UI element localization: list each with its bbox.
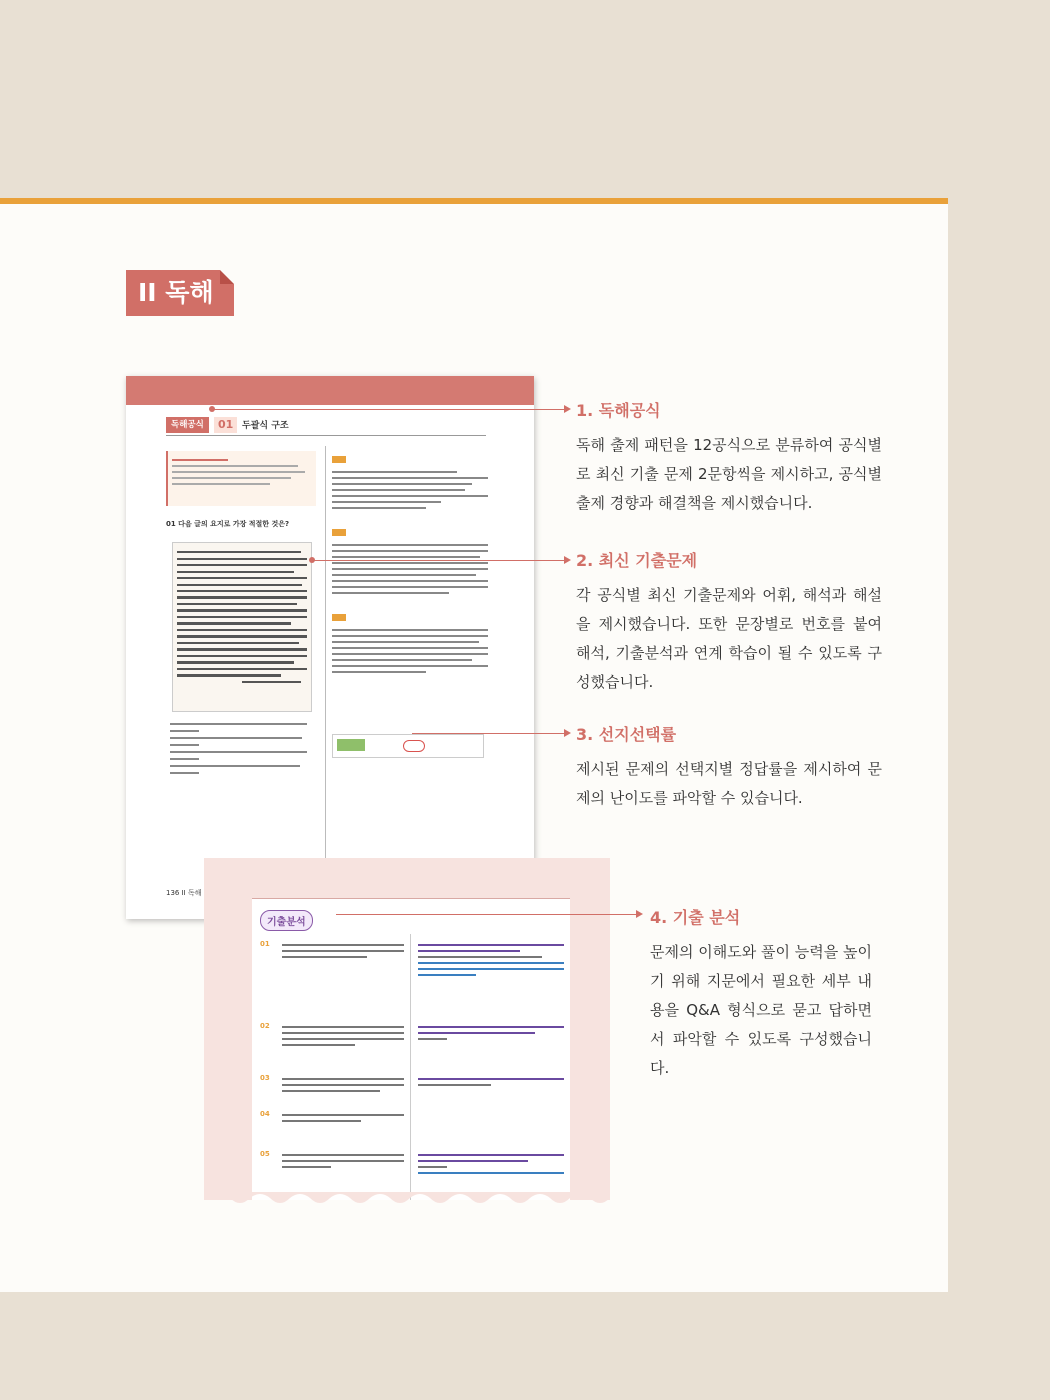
page-header-band xyxy=(126,376,534,405)
section-title xyxy=(126,270,234,316)
callout-body: 각 공식별 최신 기출문제와 어휘, 해석과 해설을 제시했습니다. 또한 문장별로 번호를 붙여 해석, 기출분석과 연계 학습이 될 수 있도록 구성했습니다. xyxy=(576,586,882,691)
feature-box xyxy=(166,451,316,506)
correct-rate-circle xyxy=(403,740,425,752)
arrow-icon xyxy=(564,556,571,564)
formula-title: 두괄식 구조 xyxy=(242,421,289,431)
connector-line-1 xyxy=(212,409,566,410)
arrow-icon xyxy=(564,729,571,737)
corner-fold-icon xyxy=(220,270,234,284)
callout-heading: 4. 기출 분석 xyxy=(650,908,741,927)
row-number: 05 xyxy=(260,1150,270,1158)
vocab-and-explanation xyxy=(332,448,488,677)
row-number: 04 xyxy=(260,1110,270,1118)
row-number: 02 xyxy=(260,1022,270,1030)
callout-body: 독해 출제 패턴을 12공식으로 분류하여 공식별로 최신 기출 문제 2문항씩을 제시하고, 공식별 출제 경향과 해결책을 제시했습니다. xyxy=(576,436,882,512)
top-band xyxy=(0,0,1050,200)
page-footer: 136 II 독해 xyxy=(166,889,202,897)
callout-body: 문제의 이해도와 풀이 능력을 높이기 위해 지문에서 필요한 세부 내용을 Q&A 형식으로 묻고 답하면서 파악할 수 있도록 구성했습니다. xyxy=(650,943,872,1077)
callout-4 xyxy=(650,905,872,1083)
callout-heading: 2. 최신 기출문제 xyxy=(576,551,698,570)
section-title-text: II 독해 xyxy=(138,278,214,307)
formula-titlebar xyxy=(166,417,486,436)
question-text: 01 다음 글의 요지로 가장 적절한 것은? xyxy=(166,520,290,528)
callout-body: 제시된 문제의 선택지별 정답률을 제시하여 문제의 난이도를 파악할 수 있습니다. xyxy=(576,760,882,807)
connector-line-2 xyxy=(312,560,566,561)
passage-box xyxy=(172,542,312,712)
connector-dot-icon xyxy=(309,557,315,563)
analysis-tag: 기출분석 xyxy=(260,910,313,931)
bottom-band xyxy=(0,1292,1050,1400)
callout-heading: 3. 선지선택률 xyxy=(576,725,677,744)
formula-number: 01 xyxy=(214,417,237,433)
choice-rate-box xyxy=(332,734,484,758)
connector-line-3 xyxy=(412,733,566,734)
row-number: 01 xyxy=(260,940,270,948)
page-preview-1 xyxy=(126,376,534,919)
rate-tag xyxy=(337,739,365,751)
column-divider xyxy=(325,446,326,916)
connector-dot-icon xyxy=(209,406,215,412)
row-number: 03 xyxy=(260,1074,270,1082)
connector-line-4 xyxy=(336,914,638,915)
formula-label: 독해공식 xyxy=(166,417,209,433)
callout-2 xyxy=(576,548,882,697)
callout-heading: 1. 독해공식 xyxy=(576,401,661,420)
callout-1 xyxy=(576,398,882,518)
answer-choices xyxy=(170,718,314,779)
callout-3 xyxy=(576,722,882,813)
arrow-icon xyxy=(636,910,643,918)
column-divider-2 xyxy=(410,934,411,1200)
wavy-page-edge xyxy=(204,1192,610,1208)
page-preview-2 xyxy=(252,898,570,1200)
arrow-icon xyxy=(564,405,571,413)
